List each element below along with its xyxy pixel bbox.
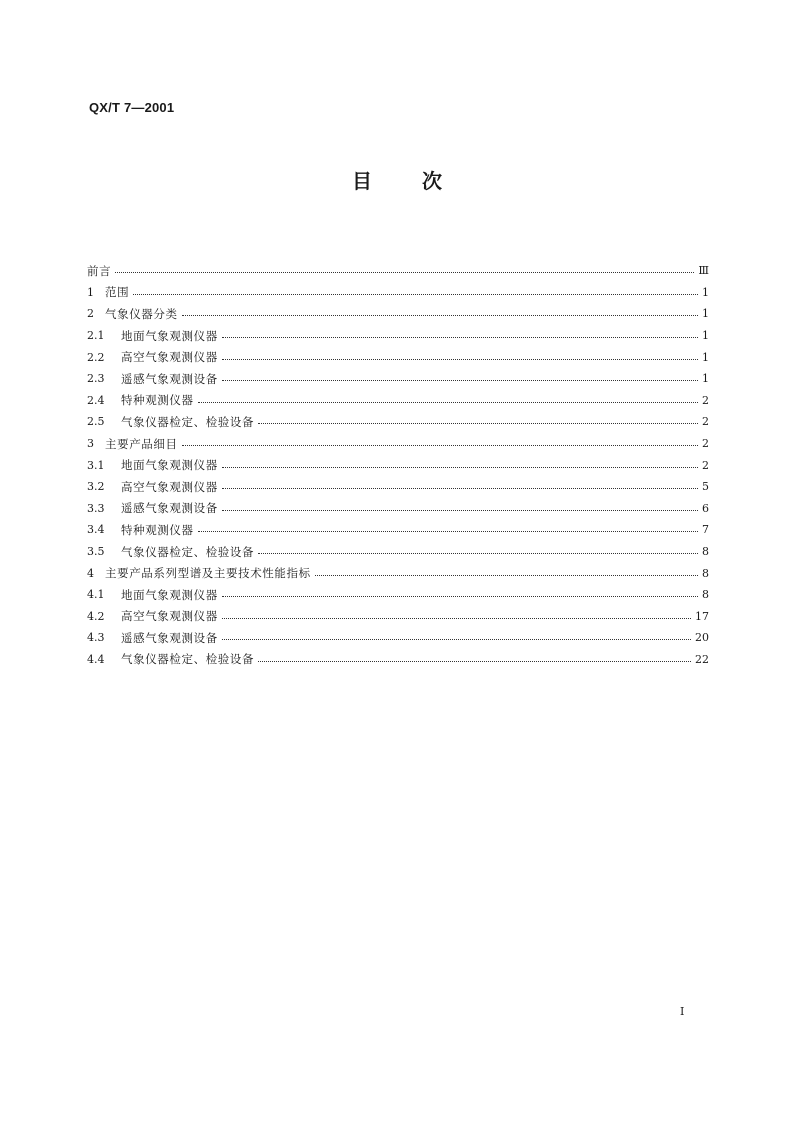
toc-entry-number: 2.3 xyxy=(87,372,105,386)
toc-entry-number: 4.4 xyxy=(87,652,105,666)
toc-dot-leader xyxy=(198,402,698,403)
toc-dot-leader xyxy=(258,661,691,662)
toc-entry-label: 遥感气象观测设备 xyxy=(121,630,218,645)
toc-entry-label: 特种观测仪器 xyxy=(121,393,194,408)
toc-entry-label: 遥感气象观测设备 xyxy=(121,371,218,386)
toc-entry-label: 主要产品系列型谱及主要技术性能指标 xyxy=(105,566,311,581)
toc-entry-page: 1 xyxy=(702,307,709,321)
toc-entry-page: 2 xyxy=(702,458,709,472)
toc-entry-page: 1 xyxy=(702,350,709,364)
toc-entry-page: 8 xyxy=(702,588,709,602)
toc-entry-label: 地面气象观测仪器 xyxy=(121,458,218,473)
toc-dot-leader xyxy=(222,596,698,597)
toc-entry-label: 地面气象观测仪器 xyxy=(121,587,218,602)
toc-entry-page: 22 xyxy=(695,652,709,666)
toc-entry-number: 4 xyxy=(87,566,94,580)
toc-entry-label: 遥感气象观测设备 xyxy=(121,501,218,516)
toc-dot-leader xyxy=(115,272,694,273)
toc-entry-page: 8 xyxy=(702,566,709,580)
table-of-contents xyxy=(87,260,709,670)
toc-entry-page: 5 xyxy=(702,480,709,494)
toc-entry xyxy=(87,519,709,541)
toc-entry-number: 2.4 xyxy=(87,393,105,407)
toc-entry-number: 4.3 xyxy=(87,631,105,645)
toc-entry xyxy=(87,649,709,671)
toc-dot-leader xyxy=(182,315,698,316)
toc-entry-page: 2 xyxy=(702,437,709,451)
toc-entry-page: Ⅲ xyxy=(698,264,709,278)
toc-dot-leader xyxy=(258,553,698,554)
toc-entry-label: 高空气象观测仪器 xyxy=(121,350,218,365)
toc-entry-label: 高空气象观测仪器 xyxy=(121,479,218,494)
toc-entry xyxy=(87,541,709,563)
toc-entry xyxy=(87,454,709,476)
toc-entry-number: 3.2 xyxy=(87,480,105,494)
toc-dot-leader xyxy=(198,531,698,532)
toc-entry-label: 特种观测仪器 xyxy=(121,522,194,537)
toc-entry-page: 1 xyxy=(702,372,709,386)
toc-entry xyxy=(87,584,709,606)
toc-entry-number: 3.5 xyxy=(87,545,105,559)
toc-entry xyxy=(87,390,709,412)
toc-entry xyxy=(87,368,709,390)
toc-entry-label: 地面气象观测仪器 xyxy=(121,328,218,343)
toc-entry-page: 8 xyxy=(702,545,709,559)
toc-entry xyxy=(87,498,709,520)
toc-entry-number: 2.5 xyxy=(87,415,105,429)
toc-entry-page: 17 xyxy=(695,609,709,623)
toc-entry-page: 1 xyxy=(702,329,709,343)
document-code: QX/T 7—2001 xyxy=(89,100,175,115)
toc-entry xyxy=(87,260,709,282)
page-title: 目次 xyxy=(352,169,492,193)
toc-entry xyxy=(87,606,709,628)
toc-entry xyxy=(87,562,709,584)
toc-entry-page: 7 xyxy=(702,523,709,537)
toc-entry-label: 高空气象观测仪器 xyxy=(121,609,218,624)
toc-entry xyxy=(87,325,709,347)
toc-entry-page: 1 xyxy=(702,285,709,299)
toc-entry-page: 20 xyxy=(695,631,709,645)
toc-entry-number: 4.2 xyxy=(87,609,105,623)
toc-entry-label: 气象仪器检定、检验设备 xyxy=(121,544,255,559)
toc-dot-leader xyxy=(222,488,698,489)
toc-entry xyxy=(87,433,709,455)
toc-dot-leader xyxy=(222,510,698,511)
toc-entry xyxy=(87,303,709,325)
toc-entry-label: 气象仪器检定、检验设备 xyxy=(121,652,255,667)
toc-entry-label: 前言 xyxy=(87,263,112,278)
toc-entry-label: 主要产品细目 xyxy=(105,436,178,451)
toc-entry-label: 范围 xyxy=(105,285,130,300)
toc-entry xyxy=(87,346,709,368)
toc-entry-number: 3.3 xyxy=(87,501,105,515)
toc-dot-leader xyxy=(222,359,698,360)
toc-entry-number: 3 xyxy=(87,437,94,451)
toc-entry xyxy=(87,627,709,649)
toc-dot-leader xyxy=(222,380,698,381)
toc-dot-leader xyxy=(222,467,698,468)
toc-entry-page: 2 xyxy=(702,415,709,429)
toc-dot-leader xyxy=(258,423,698,424)
toc-entry-number: 1 xyxy=(87,285,94,299)
toc-entry xyxy=(87,476,709,498)
toc-entry-label: 气象仪器分类 xyxy=(105,306,178,321)
toc-entry xyxy=(87,411,709,433)
toc-dot-leader xyxy=(222,639,691,640)
toc-entry-number: 2.1 xyxy=(87,329,105,343)
toc-entry-page: 2 xyxy=(702,393,709,407)
toc-entry-label: 气象仪器检定、检验设备 xyxy=(121,414,255,429)
toc-entry-number: 3.1 xyxy=(87,458,105,472)
toc-entry-page: 6 xyxy=(702,501,709,515)
toc-dot-leader xyxy=(222,618,691,619)
toc-entry-number: 2 xyxy=(87,307,94,321)
toc-dot-leader xyxy=(222,337,698,338)
toc-entry-number: 2.2 xyxy=(87,350,105,364)
toc-dot-leader xyxy=(182,445,698,446)
toc-entry-number: 4.1 xyxy=(87,588,105,602)
toc-entry-number: 3.4 xyxy=(87,523,105,537)
toc-entry xyxy=(87,282,709,304)
page-number: I xyxy=(680,1005,685,1018)
toc-dot-leader xyxy=(133,294,698,295)
toc-dot-leader xyxy=(315,575,698,576)
